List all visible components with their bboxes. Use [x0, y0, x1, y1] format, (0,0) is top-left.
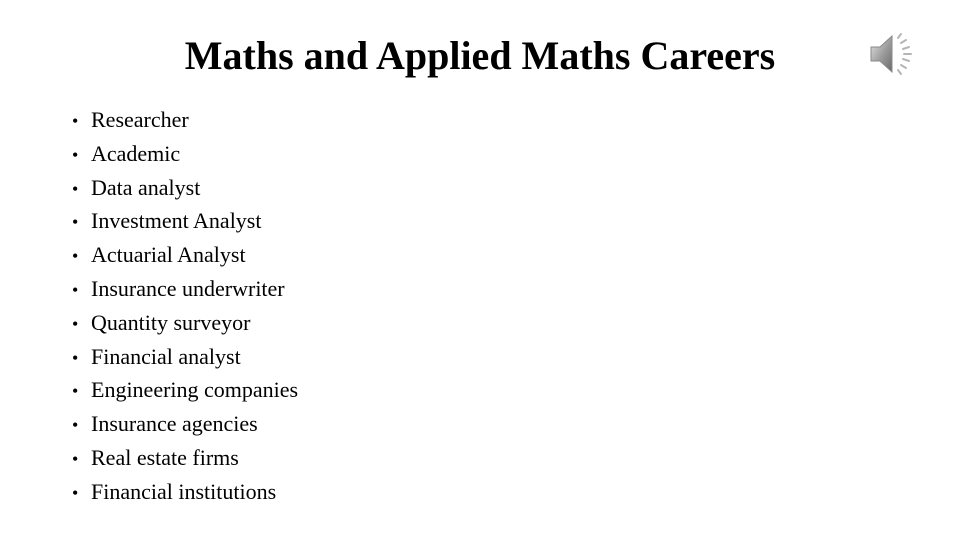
- bullet-icon: •: [72, 313, 79, 334]
- list-item-text: Insurance underwriter: [91, 275, 285, 301]
- list-item: [72, 341, 298, 375]
- list-item-text: Real estate firms: [91, 444, 239, 470]
- bullet-icon: •: [72, 448, 79, 469]
- bullet-icon: •: [72, 381, 79, 402]
- list-item-text: Quantity surveyor: [91, 309, 251, 335]
- list-item-text: Actuarial Analyst: [91, 242, 246, 268]
- list-item: [72, 239, 298, 273]
- bullet-icon: •: [72, 347, 79, 368]
- speaker-icon-graphic: [868, 30, 920, 78]
- list-item-text: Investment Analyst: [91, 208, 262, 234]
- list-item: [72, 104, 298, 138]
- list-item: [72, 374, 298, 408]
- list-item: [72, 476, 298, 510]
- bullet-icon: •: [72, 246, 79, 267]
- list-item: [72, 442, 298, 476]
- list-item: [72, 273, 298, 307]
- bullet-icon: •: [72, 144, 79, 165]
- bullet-icon: •: [72, 415, 79, 436]
- bullet-icon: •: [72, 111, 79, 131]
- list-item: [72, 172, 298, 206]
- list-item: [72, 138, 298, 172]
- list-item: [72, 205, 298, 239]
- list-item-text: Financial analyst: [91, 343, 241, 369]
- bullet-icon: •: [72, 212, 79, 233]
- list-item-text: Financial institutions: [91, 478, 277, 504]
- list-item: [72, 307, 298, 341]
- career-list: [72, 104, 298, 510]
- bullet-icon: •: [72, 482, 79, 503]
- list-item-text: Researcher: [91, 107, 189, 132]
- list-item-text: Data analyst: [91, 174, 201, 200]
- list-item-text: Academic: [91, 140, 181, 166]
- list-item-text: Insurance agencies: [91, 411, 258, 437]
- slide-title: Maths and Applied Maths Careers: [184, 33, 776, 78]
- bullet-icon: •: [72, 279, 79, 300]
- speaker-icon[interactable]: [868, 30, 920, 78]
- list-item: [72, 408, 298, 442]
- bullet-icon: •: [72, 178, 79, 199]
- list-item-text: Engineering companies: [91, 377, 299, 403]
